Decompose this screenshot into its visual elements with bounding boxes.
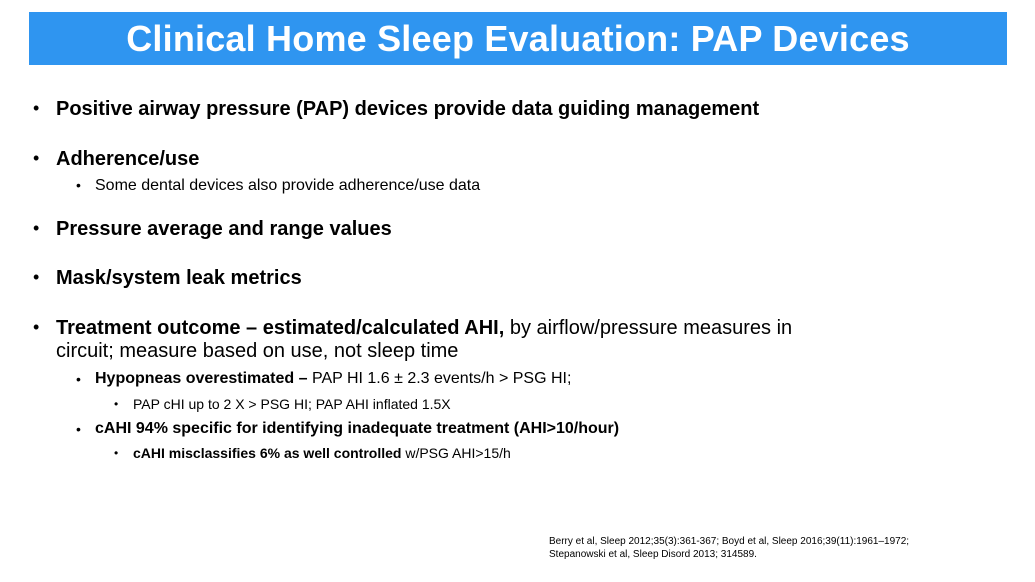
bullet-leak: Mask/system leak metrics: [56, 267, 302, 289]
treatment-outcome-rest: by airflow/pressure measures in: [504, 317, 793, 339]
bullet-pap-devices: Positive airway pressure (PAP) devices provide data guiding management: [56, 98, 760, 120]
treatment-outcome-bold: Treatment outcome – estimated/calculated AHI,: [56, 317, 505, 339]
bullet-marker: •: [33, 267, 40, 287]
bullet-marker: •: [76, 371, 81, 387]
bullet-marker: •: [114, 397, 119, 411]
sub-bullet-dental-devices: Some dental devices also provide adherence/use data: [95, 177, 481, 194]
bullet-marker: •: [33, 98, 40, 118]
bullet-treatment-outcome: [56, 317, 792, 340]
bullet-marker: •: [76, 177, 81, 193]
cahi-misclassifies-rest: w/PSG AHI>15/h: [401, 445, 511, 461]
title-bar: [29, 12, 1007, 65]
sub-sub-bullet-pap-chi: PAP cHI up to 2 X > PSG HI; PAP AHI inflated 1.5X: [133, 396, 451, 412]
reference-line-1: Berry et al, Sleep 2012;35(3):361-367; Boyd et al, Sleep 2016;39(11):1961–1972;: [549, 536, 910, 547]
reference-line-2: Stepanowski et al, Sleep Disord 2013; 314589.: [549, 549, 757, 560]
bullet-marker: •: [114, 446, 119, 460]
bullet-marker: •: [33, 218, 40, 238]
slide-title: Clinical Home Sleep Evaluation: PAP Devices: [126, 17, 910, 59]
bullet-marker: •: [33, 148, 40, 168]
sub-bullet-hypopneas: [95, 370, 571, 388]
bullet-marker: •: [76, 421, 81, 437]
sub-sub-bullet-cahi-misclassifies: [133, 445, 511, 461]
cahi-misclassifies-bold: cAHI misclassifies 6% as well controlled: [133, 445, 402, 461]
hypopneas-bold: Hypopneas overestimated –: [95, 370, 308, 387]
references: [549, 535, 909, 561]
hypopneas-rest: PAP HI 1.6 ± 2.3 events/h > PSG HI;: [307, 370, 572, 387]
bullet-marker: •: [33, 317, 40, 337]
sub-bullet-cahi-specific: cAHI 94% specific for identifying inadequate treatment (AHI>10/hour): [95, 420, 620, 437]
treatment-outcome-line2: circuit; measure based on use, not sleep time: [56, 340, 459, 362]
bullet-pressure: Pressure average and range values: [56, 218, 392, 240]
bullet-adherence: Adherence/use: [56, 148, 200, 170]
